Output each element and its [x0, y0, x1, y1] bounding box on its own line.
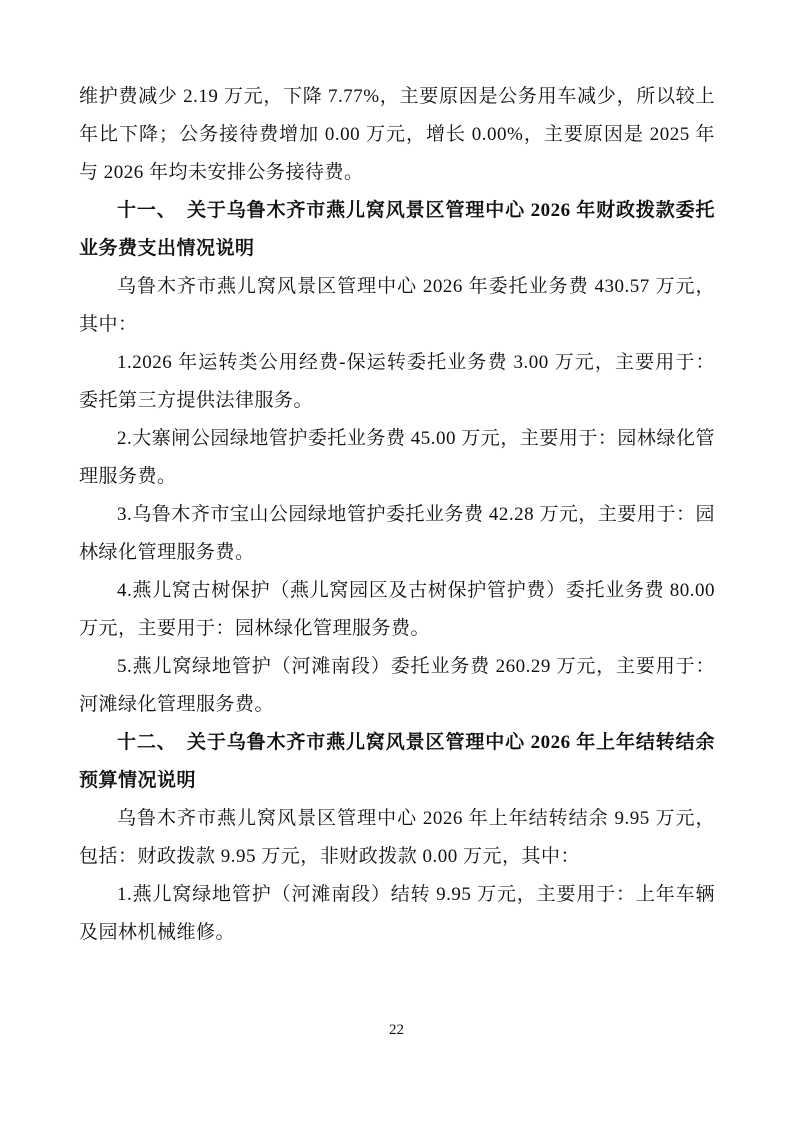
- section-heading-eleven: 十一、 关于乌鲁木齐市燕儿窝风景区管理中心 2026 年财政拨款委托业务费支出情况说明: [79, 200, 715, 259]
- section-heading-twelve: 十二、 关于乌鲁木齐市燕儿窝风景区管理中心 2026 年上年结转结余预算情况说明: [79, 732, 715, 791]
- paragraph-intro-eleven: 乌鲁木齐市燕儿窝风景区管理中心 2026 年委托业务费 430.57 万元，其中：: [79, 276, 715, 335]
- page-number: 22: [389, 1022, 404, 1038]
- list-item-5-section-eleven: 5.燕儿窝绿地管护（河滩南段）委托业务费 260.29 万元，主要用于：河滩绿化管理服务费。: [79, 656, 715, 715]
- paragraph-continuation: 维护费减少 2.19 万元，下降 7.77%，主要原因是公务用车减少，所以较上年比下降；公务接待费增加 0.00 万元，增长 0.00%，主要原因是 2025 年与 2026 年均未安排公务接待费。: [79, 86, 715, 183]
- paragraph-intro-twelve: 乌鲁木齐市燕儿窝风景区管理中心 2026 年上年结转结余 9.95 万元，包括：财政拨款 9.95 万元，非财政拨款 0.00 万元，其中：: [79, 808, 715, 867]
- list-item-1-section-eleven: 1.2026 年运转类公用经费-保运转委托业务费 3.00 万元，主要用于：委托第三方提供法律服务。: [79, 352, 715, 411]
- document-body: [79, 78, 715, 952]
- list-item-1-section-twelve: 1.燕儿窝绿地管护（河滩南段）结转 9.95 万元，主要用于：上年车辆及园林机械维修。: [79, 884, 715, 943]
- list-item-2-section-eleven: 2.大寨闸公园绿地管护委托业务费 45.00 万元，主要用于：园林绿化管理服务费。: [79, 428, 715, 487]
- list-item-3-section-eleven: 3.乌鲁木齐市宝山公园绿地管护委托业务费 42.28 万元，主要用于：园林绿化管理服务费。: [79, 504, 715, 563]
- list-item-4-section-eleven: 4.燕儿窝古树保护（燕儿窝园区及古树保护管护费）委托业务费 80.00 万元，主要用于：园林绿化管理服务费。: [79, 580, 715, 639]
